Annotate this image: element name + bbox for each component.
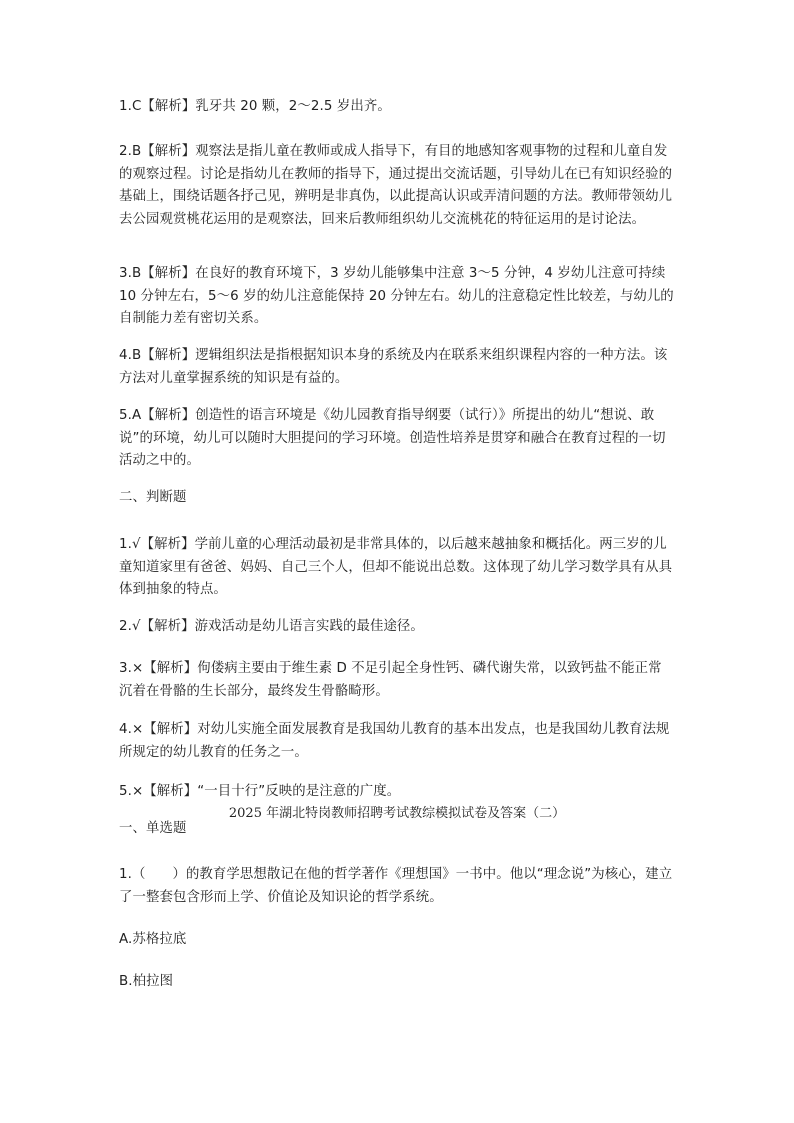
answer-3: 3.B【解析】在良好的教育环境下，3 岁幼儿能够集中注意 3～5 分钟，4 岁幼儿注意可持续 10 分钟左右，5～6 岁的幼儿注意能保持 20 分钟左右。幼儿的注意稳定性比较差，与幼儿的自制能力差有密切关系。 (119, 266, 674, 326)
question-1: 1.（ ）的教育学思想散记在他的哲学著作《理想国》一书中。他以“理念说”为核心，建立了一整套包含形而上学、价值论及知识论的哲学系统。 (119, 867, 673, 905)
answer-2: 2.B【解析】观察法是指儿童在教师或成人指导下，有目的地感知客观事物的过程和儿童自发的观察过程。讨论是指幼儿在教师的指导下，通过提出交流话题，引导幼儿在已有知识经验的基础上，围绕话题各抒己见，辨明是非真伪，以此提高认识或弄清问题的方法。教师带领幼儿去公园观赏桃花运用的是观察法，回来后教师组织幼儿交流桃花的特征运用的是讨论法。 (119, 144, 673, 227)
answer-1: 1.C【解析】乳牙共 20 颗，2～2.5 岁出齐。 (119, 99, 391, 114)
judgment-heading: 二、判断题 (119, 490, 187, 505)
answer-5: 5.A【解析】创造性的语言环境是《幼儿园教育指导纲要（试行）》所提出的幼儿“想说、敢说”的环境，幼儿可以随时大胆提问的学习环境。创造性培养是贯穿和融合在教育过程的一切活动之中的。 (119, 408, 666, 468)
judgment-1: 1.√【解析】学前儿童的心理活动最初是非常具体的，以后越来越抽象和概括化。两三岁的儿童知道家里有爸爸、妈妈、自己三个人，但却不能说出总数。这体现了幼儿学习数学具有从具体到抽象的特点。 (119, 537, 673, 597)
option-b: B.柏拉图 (119, 974, 174, 989)
exam-title: 2025 年湖北特岗教师招聘考试教综模拟试卷及答案（二） (228, 806, 566, 821)
judgment-2: 2.√【解析】游戏活动是幼儿语言实践的最佳途径。 (119, 619, 424, 634)
option-a: A.苏格拉底 (119, 932, 187, 947)
judgment-4: 4.×【解析】对幼儿实施全面发展教育是我国幼儿教育的基本出发点，也是我国幼儿教育法规所规定的幼儿教育的任务之一。 (119, 722, 670, 760)
judgment-5: 5.×【解析】“一目十行”反映的是注意的广度。 (119, 784, 401, 799)
single-choice-heading: 一、单选题 (119, 821, 187, 836)
judgment-3: 3.×【解析】佝偻病主要由于维生素 D 不足引起全身性钙、磷代谢失常，以致钙盐不能正常沉着在骨骼的生长部分，最终发生骨骼畸形。 (119, 661, 662, 699)
answer-4: 4.B【解析】逻辑组织法是指根据知识本身的系统及内在联系来组织课程内容的一种方法。该方法对儿童掌握系统的知识是有益的。 (119, 348, 668, 386)
